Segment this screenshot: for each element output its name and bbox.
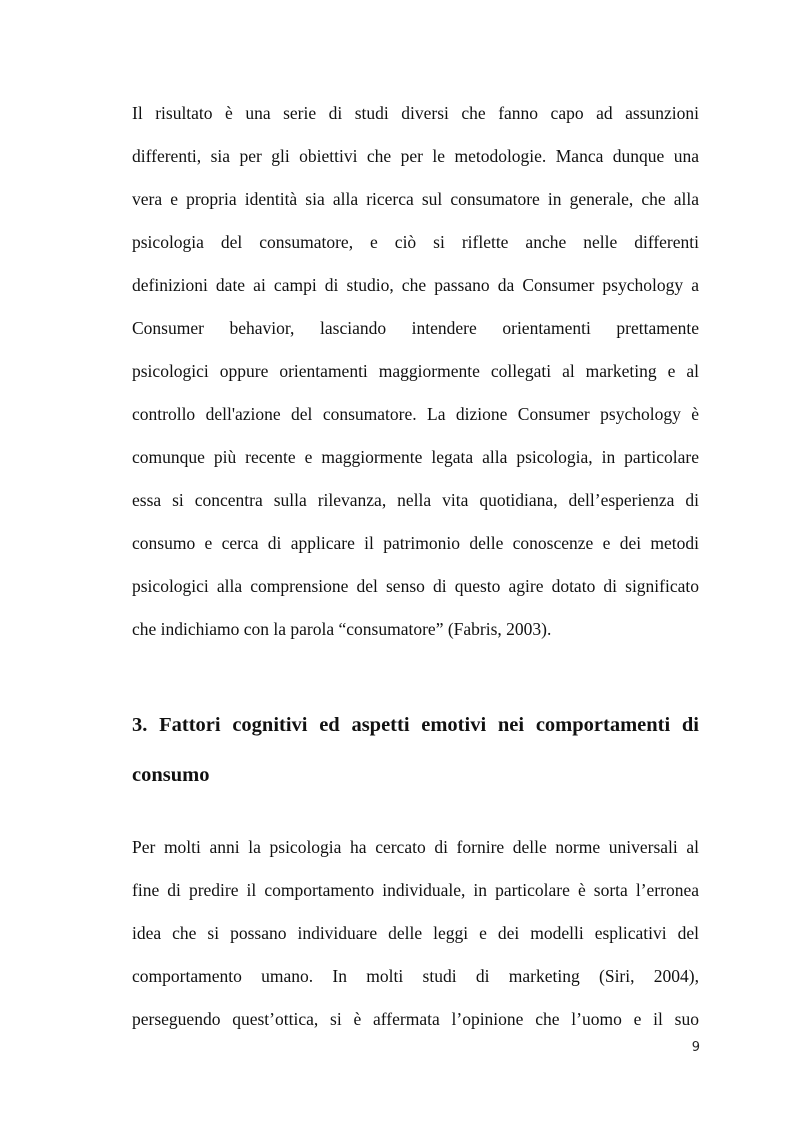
paragraph-consumer-psychology <box>132 92 699 651</box>
text-line: essa si concentra sulla rilevanza, nella vita quotidiana, dell’esperienza di <box>132 490 699 510</box>
paragraph-cognitive-factors <box>132 826 699 1041</box>
text-line: Il risultato è una serie di studi diversi che fanno capo ad assunzioni <box>132 103 699 123</box>
text-line: differenti, sia per gli obiettivi che per le metodologie. Manca dunque una <box>132 146 699 166</box>
text-line: che indichiamo con la parola “consumatore” (Fabris, 2003). <box>132 619 552 639</box>
text-line: psicologia del consumatore, e ciò si riflette anche nelle differenti <box>132 232 699 252</box>
text-line: controllo dell'azione del consumatore. La dizione Consumer psychology è <box>132 404 699 424</box>
text-line: Consumer behavior, lasciando intendere orientamenti prettamente <box>132 318 699 338</box>
page-number: 9 <box>691 1040 700 1055</box>
heading-line: 3. Fattori cognitivi ed aspetti emotivi nei comportamenti di <box>132 714 699 736</box>
section-heading <box>132 700 699 800</box>
text-line: Per molti anni la psicologia ha cercato di fornire delle norme universali al <box>132 837 699 857</box>
text-line: perseguendo quest’ottica, si è affermata l’opinione che l’uomo e il suo <box>132 1009 699 1029</box>
text-line: consumo e cerca di applicare il patrimonio delle conoscenze e dei metodi <box>132 533 699 553</box>
text-line: comportamento umano. In molti studi di marketing (Siri, 2004), <box>132 966 699 986</box>
heading-line: consumo <box>132 764 210 786</box>
text-line: psicologici alla comprensione del senso di questo agire dotato di significato <box>132 576 699 596</box>
text-line: comunque più recente e maggiormente legata alla psicologia, in particolare <box>132 447 699 467</box>
text-line: idea che si possano individuare delle leggi e dei modelli esplicativi del <box>132 923 699 943</box>
text-line: vera e propria identità sia alla ricerca sul consumatore in generale, che alla <box>132 189 699 209</box>
text-line: psicologici oppure orientamenti maggiormente collegati al marketing e al <box>132 361 699 381</box>
text-line: fine di predire il comportamento individuale, in particolare è sorta l’erronea <box>132 880 699 900</box>
text-line: definizioni date ai campi di studio, che passano da Consumer psychology a <box>132 275 699 295</box>
